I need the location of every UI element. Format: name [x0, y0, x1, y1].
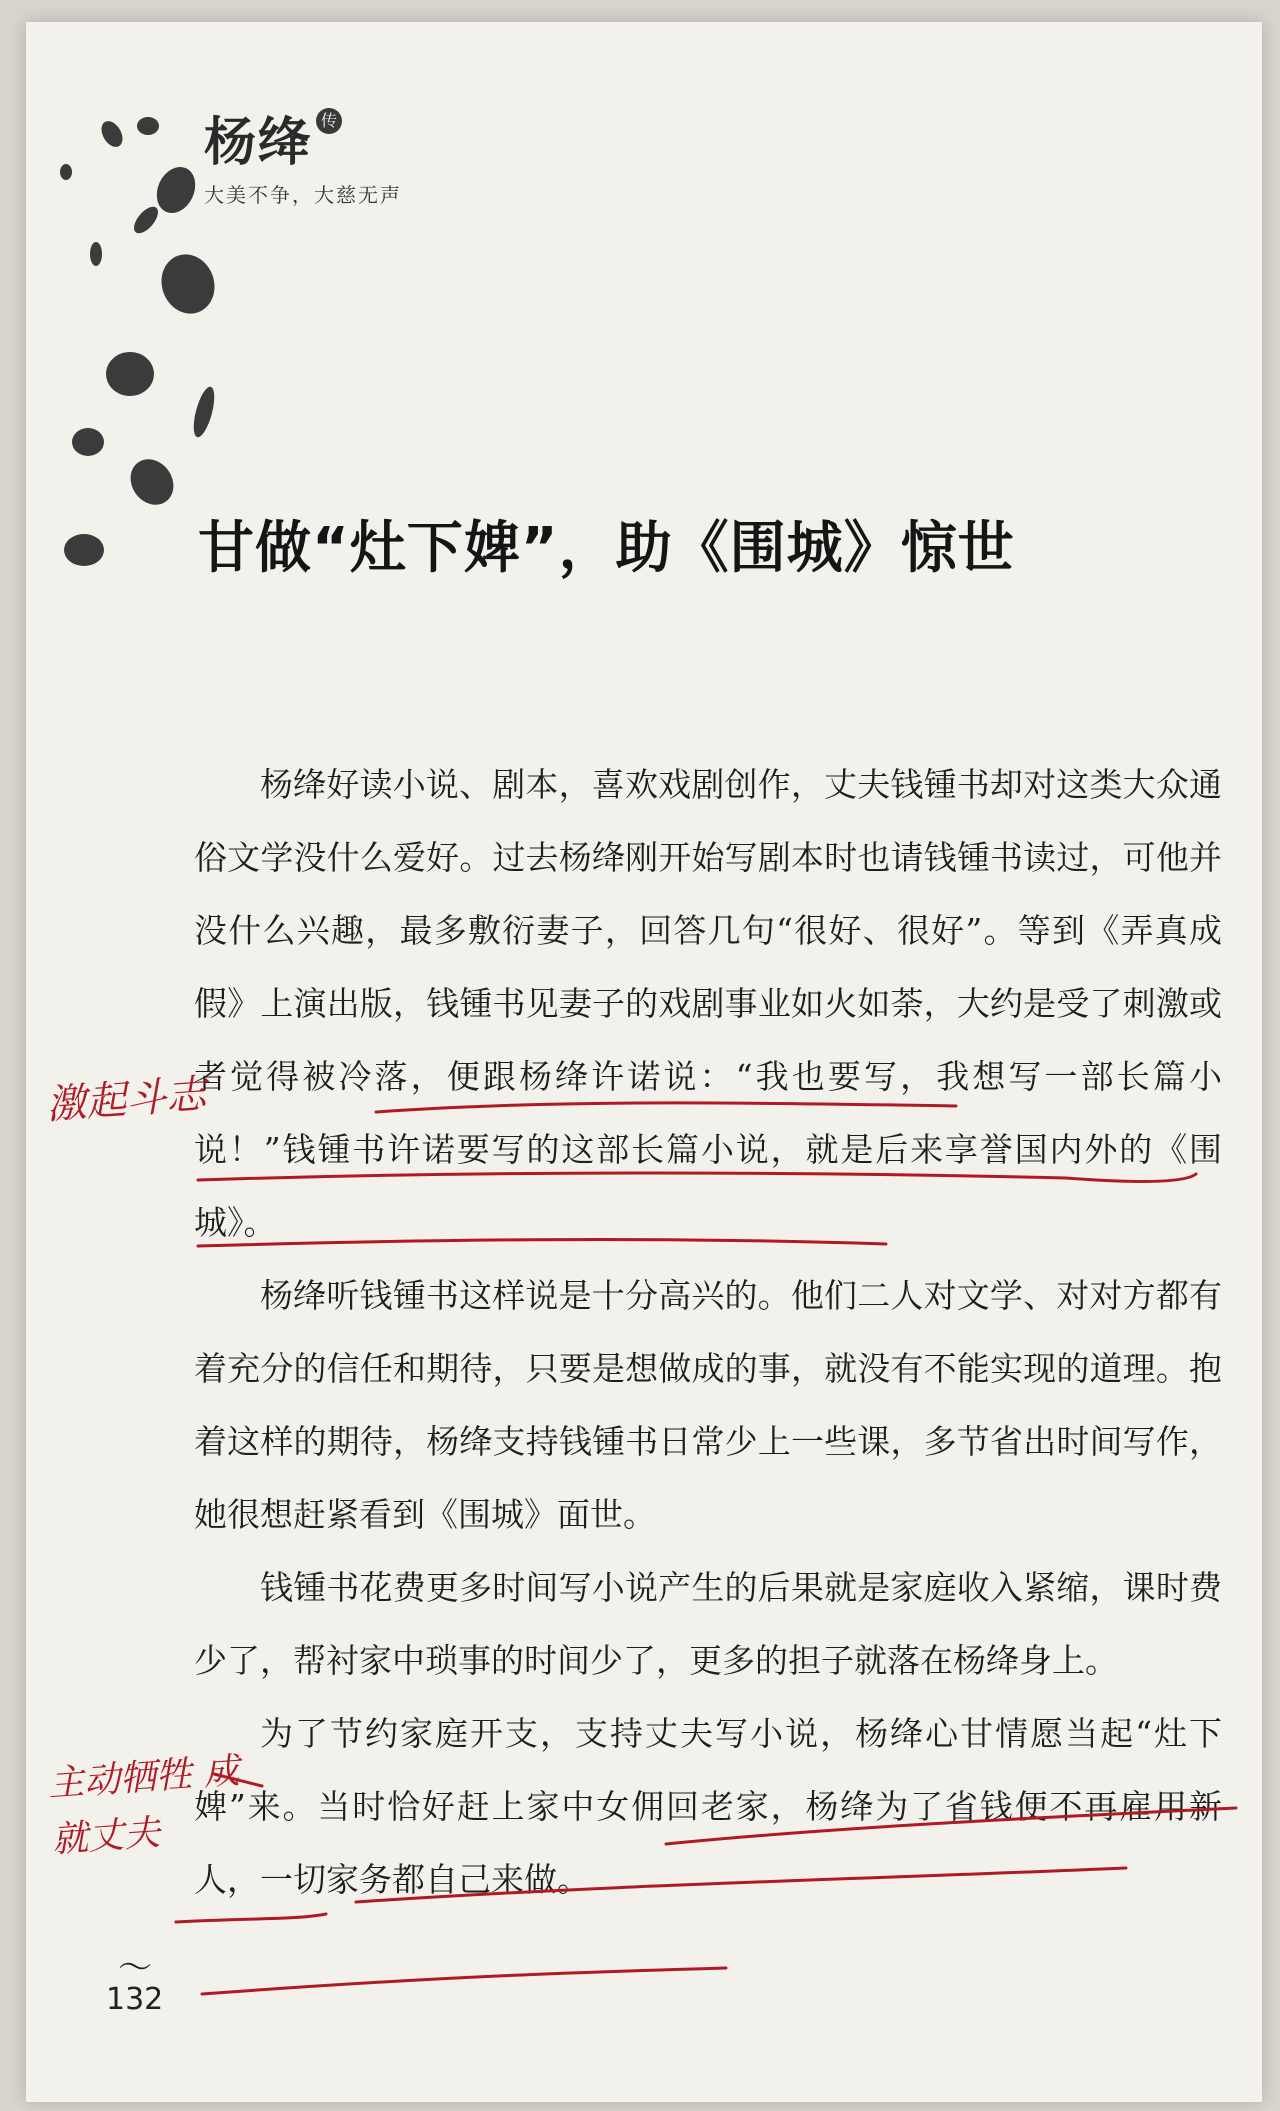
paragraph: 钱锺书花费更多时间写小说产生的后果就是家庭收入紧缩，课时费少了，帮衬家中琐事的时间少了，更多的担子就落在杨绛身上。 — [194, 1568, 1222, 1680]
page-ornament: ～ — [118, 1948, 152, 1988]
book-title: 杨绛 — [204, 113, 313, 173]
book-page — [26, 22, 1262, 2102]
chapter-title: 甘做“灶下婢”，助《围城》惊世 — [198, 516, 1015, 581]
margin-note: 主动牺牲 成就丈夫 — [46, 1750, 241, 1861]
body-text — [194, 748, 1222, 1916]
book-subtitle: 大美不争，大慈无声 — [204, 183, 402, 207]
paragraph: 杨绛好读小说、剧本，喜欢戏剧创作，丈夫钱锺书却对这类大众通俗文学没什么爱好。过去杨绛刚开始写剧本时也请钱锺书读过，可他并没什么兴趣，最多敷衍妻子，回答几句“很好、很好”。等到《弄真成假》上演出版，钱锺书见妻子的戏剧事业如火如荼，大约是受了刺激或者觉得被冷落，便跟杨绛许诺说：“我也要写，我想写一部长篇小说！”钱锺书许诺要写的这部长篇小说，就是后来享誉国内外的《围城》。 — [194, 765, 1222, 1242]
underline-mark — [202, 1968, 726, 1994]
paragraph: 杨绛听钱锺书这样说是十分高兴的。他们二人对文学、对对方都有着充分的信任和期待，只要是想做成的事，就没有不能实现的道理。抱着这样的期待，杨绛支持钱锺书日常少上一些课，多节省出时间写作，她很想赶紧看到《围城》面世。 — [194, 1276, 1222, 1534]
running-header — [204, 100, 402, 208]
paragraph: 为了节约家庭开支，支持丈夫写小说，杨绛心甘情愿当起“灶下婢”来。当时恰好赶上家中女佣回老家，杨绛为了省钱便不再雇用新人，一切家务都自己来做。 — [194, 1714, 1222, 1899]
page-number: 132 — [106, 1982, 164, 2017]
biography-badge: 传 — [316, 108, 342, 134]
margin-note: 激起斗志 — [44, 1071, 208, 1129]
